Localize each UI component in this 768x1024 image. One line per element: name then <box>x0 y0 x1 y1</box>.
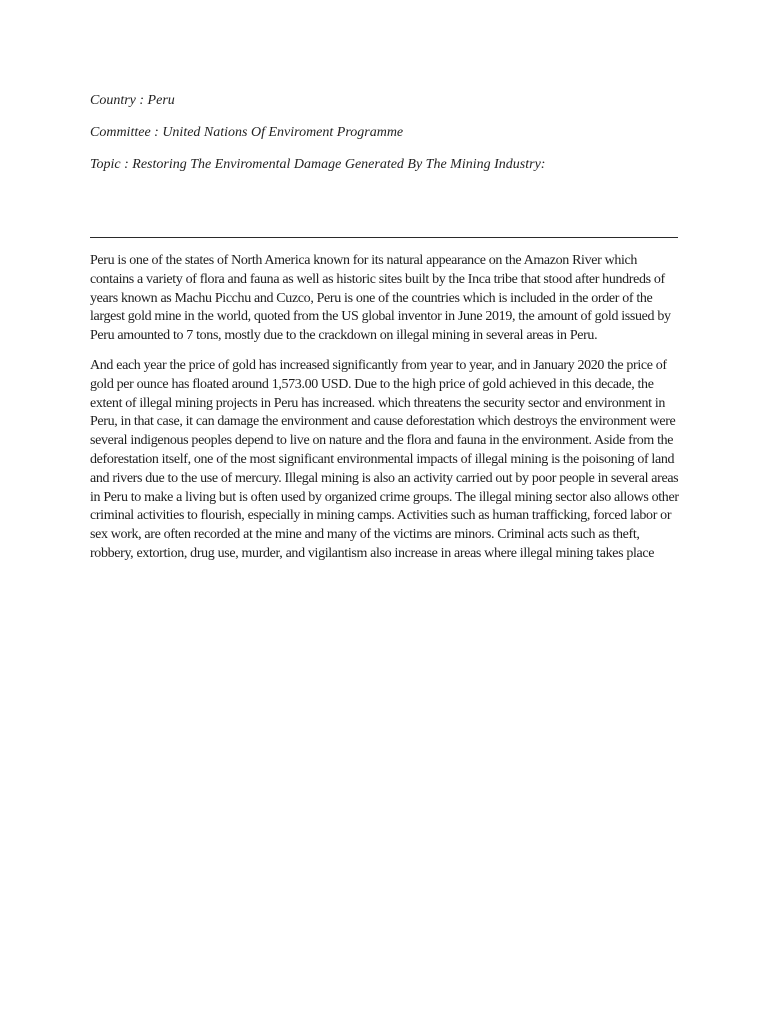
horizontal-divider <box>90 237 678 238</box>
committee-line: Committee : United Nations Of Enviroment Programme <box>90 125 404 140</box>
paragraph-1: Peru is one of the states of North America known for its natural appearance on the Amazon River which contains a variety of flora and fauna as well as historic sites built by the Inca tribe that stood after hundreds of years known as Machu Picchu and Cuzco, Peru is one of the countries which is included in the order of the largest gold mine in the world, quoted from the US global inventor in June 2019, the amount of gold issued by Peru amounted to 7 tons, mostly due to the crackdown on illegal mining in several areas in Peru. <box>90 253 671 344</box>
topic-line: Topic : Restoring The Enviromental Damage Generated By The Mining Industry: <box>90 157 546 172</box>
country-line: Country : Peru <box>90 93 175 108</box>
document-header <box>90 92 690 188</box>
paragraph-2: And each year the price of gold has increased significantly from year to year, and in January 2020 the price of gold per ounce has floated around 1,573.00 USD. Due to the high price of gold achieved in this decade, the extent of illegal mining projects in Peru has increased. which threatens the security sector and environment in Peru, in that case, it can damage the environment and cause deforestation which destroys the environment were several indigenous peoples depend to live on nature and the flora and fauna in the environment. Aside from the deforestation itself, one of the most significant environmental impacts of illegal mining is the poisoning of land and rivers due to the use of mercury. Illegal mining is also an activity carried out by poor people in several areas in Peru to make a living but is often used by organized crime groups. The illegal mining sector also allows other criminal activities to flourish, especially in mining camps. Activities such as human trafficking, forced labor or sex work, are often recorded at the mine and many of the victims are minors. Criminal acts such as theft, robbery, extortion, drug use, murder, and vigilantism also increase in areas where illegal mining takes place <box>90 357 679 561</box>
document-body <box>90 252 680 575</box>
